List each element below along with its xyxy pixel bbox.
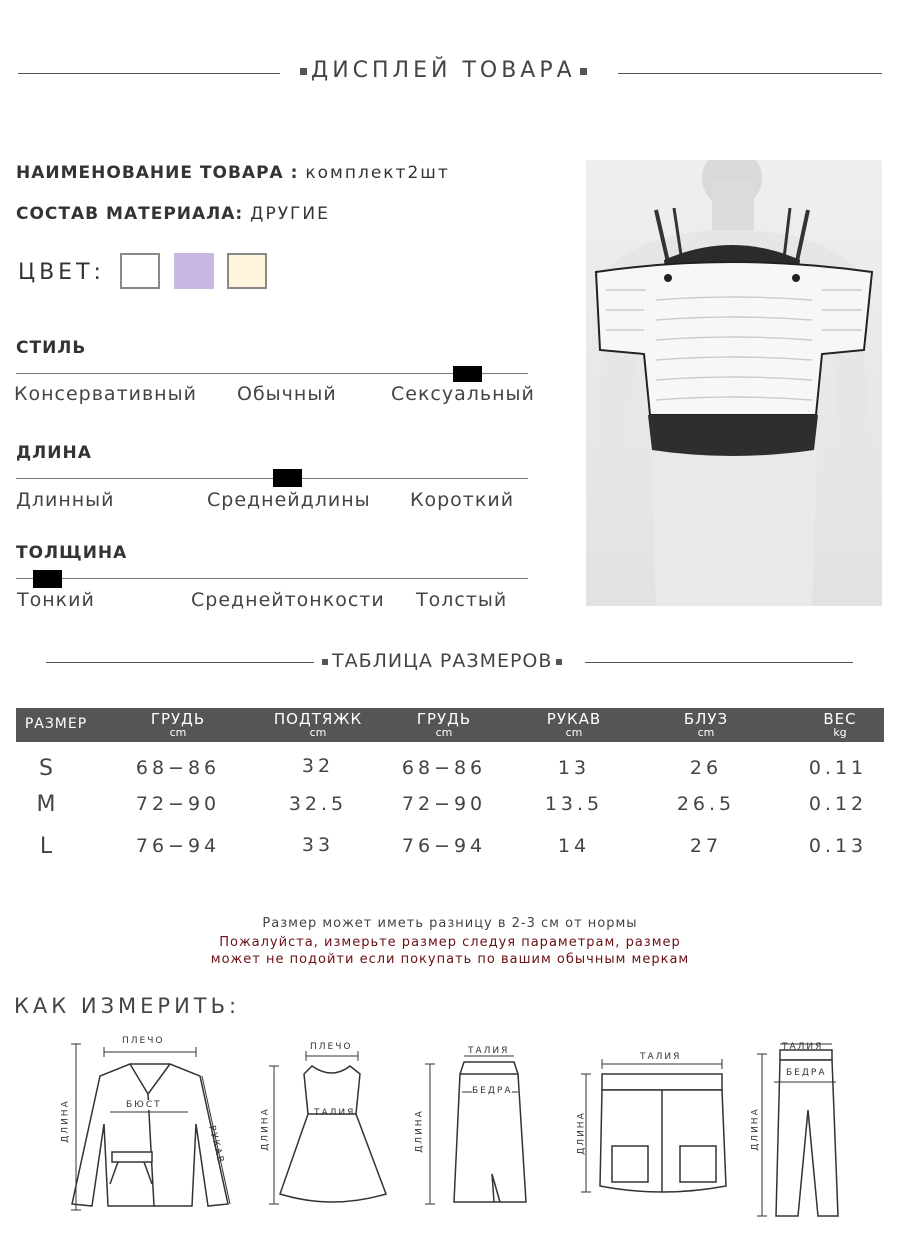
scale-line-style [16, 373, 528, 374]
cell-size: M [36, 792, 56, 817]
diagram-trousers [752, 1040, 862, 1220]
th-chest: ГРУДЬ cm [150, 710, 206, 739]
th-size: РАЗМЕР [24, 716, 88, 732]
diagram-label-waist: ТАЛИЯ [314, 1108, 356, 1118]
cell: 76−94 [135, 835, 221, 857]
cell: 68−86 [401, 757, 487, 779]
title-divider-right [618, 73, 882, 74]
measure-warning-1: Пожалуйста, измерьте размер следуя параметрам, размер [219, 935, 681, 950]
scale-marker-thickness [33, 570, 62, 588]
diagram-label-waist: ТАЛИЯ [782, 1042, 824, 1052]
scale-option: Консервативный [14, 383, 197, 405]
table-divider-left [46, 662, 314, 663]
cell: 13.5 [544, 793, 604, 815]
cell: 76−94 [401, 835, 487, 857]
scale-title-style: СТИЛЬ [16, 338, 87, 358]
scale-option: Обычный [237, 383, 337, 405]
diagram-label-length: ДЛИНА [414, 1109, 425, 1153]
th-blouse: БЛУЗ cm [683, 710, 729, 739]
table-divider-right [585, 662, 853, 663]
measure-warning-2: может не подойти если покупать по вашим обычным меркам [210, 952, 690, 967]
size-table-title: ТАБЛИЦА РАЗМЕРОВ [318, 650, 566, 672]
diagram-skirt [414, 1044, 544, 1214]
diagram-label-length: ДЛИНА [60, 1099, 71, 1143]
cell: 27 [689, 835, 723, 857]
product-photo [586, 160, 882, 606]
scale-option: Среднейтонкости [191, 589, 385, 611]
scale-option: Тонкий [17, 589, 95, 611]
cell-size: S [39, 756, 53, 781]
diagram-label-length: ДЛИНА [260, 1107, 271, 1151]
diagram-label-length: ДЛИНА [750, 1107, 761, 1151]
scale-title-thickness: ТОЛЩИНА [16, 543, 128, 563]
cell: 32 [301, 755, 335, 777]
cell: 72−90 [401, 793, 487, 815]
cell: 26.5 [676, 793, 736, 815]
cell: 72−90 [135, 793, 221, 815]
th-sleeve: РУКАВ cm [546, 710, 602, 739]
scale-line-thickness [16, 578, 528, 579]
diagram-label-shoulder: ПЛЕЧО [122, 1036, 165, 1046]
th-weight: ВЕС kg [823, 710, 857, 739]
scale-line-length [16, 478, 528, 479]
diagram-label-waist: ТАЛИЯ [468, 1046, 510, 1056]
diagram-label-hips: БЕДРА [786, 1068, 827, 1078]
color-swatch-lavender[interactable] [174, 253, 214, 289]
scale-option: Короткий [410, 489, 515, 511]
color-label: ЦВЕТ: [18, 260, 105, 285]
scale-title-length: ДЛИНА [16, 443, 92, 463]
cell: 26 [689, 757, 723, 779]
mannequin-image [586, 160, 882, 606]
diagram-jacket [60, 1034, 240, 1214]
cell: 14 [557, 835, 591, 857]
diagram-dress [262, 1044, 392, 1214]
scale-marker-style [453, 366, 482, 382]
diagram-label-bust: БЮСТ [126, 1100, 162, 1110]
color-swatch-cream[interactable] [227, 253, 267, 289]
title-divider-left [18, 73, 280, 74]
scale-marker-length [273, 469, 302, 487]
scale-option: Среднейдлины [207, 489, 371, 511]
how-to-measure-title: КАК ИЗМЕРИТЬ: [14, 994, 241, 1018]
diagram-label-length: ДЛИНА [576, 1111, 587, 1155]
diagram-label-waist: ТАЛИЯ [640, 1052, 682, 1062]
scale-option: Длинный [16, 489, 115, 511]
diagram-label-sleeve: РУКАВ [206, 1124, 226, 1166]
cell: 33 [301, 834, 335, 856]
cell: 32.5 [288, 793, 348, 815]
product-material: СОСТАВ МАТЕРИАЛА: ДРУГИЕ [16, 204, 330, 224]
th-chest-2: ГРУДЬ cm [416, 710, 472, 739]
product-name: НАИМЕНОВАНИЕ ТОВАРА : комплект2шт [16, 163, 450, 183]
color-swatch-white[interactable] [120, 253, 160, 289]
cell: 13 [557, 757, 591, 779]
diagram-shorts [572, 1046, 732, 1206]
diagram-label-shoulder: ПЛЕЧО [310, 1042, 353, 1052]
size-note: Размер может иметь разницу в 2-3 см от нормы [262, 916, 638, 931]
cell: 0.11 [808, 757, 868, 779]
cell-size: L [39, 834, 53, 859]
cell: 0.13 [808, 835, 868, 857]
display-title: ДИСПЛЕЙ ТОВАРА [296, 58, 591, 83]
diagram-label-hips: БЕДРА [472, 1086, 513, 1096]
scale-option: Толстый [416, 589, 508, 611]
th-strap: ПОДТЯЖК cm [273, 710, 363, 739]
cell: 0.12 [808, 793, 868, 815]
cell: 68−86 [135, 757, 221, 779]
scale-option: Сексуальный [391, 383, 535, 405]
